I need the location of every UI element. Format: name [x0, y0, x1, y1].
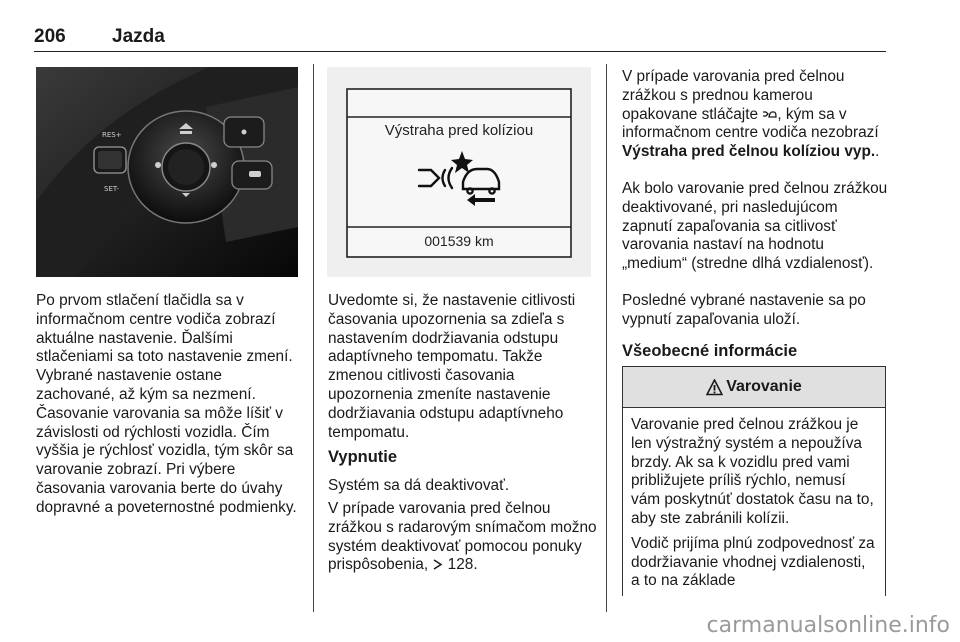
page-reference[interactable]: 128. [447, 556, 478, 574]
column-divider-2 [606, 64, 607, 612]
collision-alert-icon [762, 108, 777, 120]
page-reference-icon [432, 559, 443, 570]
page-header [34, 22, 886, 52]
col3-paragraph-1-end: . [875, 143, 880, 161]
section-title: Jazda [112, 26, 165, 47]
res-label: RES+ [102, 131, 122, 139]
col2-paragraph-3-text: V prípade varovania pred čelnou zrážkou s radarovým snímačom možno systém deaktivovať pomocou ponuky prispôsobenia, [328, 500, 597, 574]
heading-vypnutie: Vypnutie [328, 448, 398, 466]
warning-header [623, 367, 885, 408]
warning-box [622, 366, 886, 596]
col3-paragraph-1 [622, 68, 888, 162]
warning-triangle-icon [706, 379, 723, 396]
col2-paragraph-3 [328, 500, 598, 575]
col1-paragraph: Po prvom stlačení tlačidla sa v informačnom centre vodiča zobrazí aktuálne nastavenie. Ďalšími stlačeniami sa toto nastavenie zmení. Vybrané nastavenie ostane zachované, až kým sa nezmení. Časovanie varovania sa môže líšiť v závislosti od rýchlosti vozidla. Čím vyššia je rýchlosť vozidla, tým skôr sa varovanie zobrazí. Pri výbere časovania varovania berte do úvahy dopravné a poveternostné podmienky. [36, 292, 297, 516]
set-label: SET- [104, 185, 120, 193]
watermark: carmanualsonline.info [706, 613, 950, 638]
display-title: Výstraha pred kolíziou [384, 122, 534, 139]
steering-wheel-photo [36, 67, 298, 277]
col3-paragraph-1-b: , kým sa v informačnom centre vodiča nezobrazí [622, 105, 879, 142]
col3-paragraph-2: Ak bolo varovanie pred čelnou zrážkou deaktivované, pri nasledujúcom zapnutí zapaľovania sa citlivosť varovania nastaví na hodnotu „medium“ (stredne dlhá vzdialenosť). [622, 180, 888, 273]
warning-paragraph-2: Vodič prijíma plnú zodpovednosť za dodržiavanie vhodnej vzdialenosti, a to na základe [631, 534, 875, 590]
warning-paragraph-1: Varovanie pred čelnou zrážkou je len výstražný systém a nepoužíva brzdy. Ak sa k vozidlu pred vami približujete príliš rýchlo, nemusí vám poskytnúť dostatok času na to, aby ste zabránili kolízii. [631, 416, 874, 527]
display-odometer: 001539 km [424, 233, 494, 249]
collision-warning-display [327, 67, 591, 277]
heading-vseobecne-informacie: Všeobecné informácie [622, 342, 798, 360]
col3-paragraph-3: Posledné vybrané nastavenie sa po vypnutí zapaľovania uloží. [622, 292, 866, 328]
page-number: 206 [34, 26, 66, 47]
warning-title: Varovanie [726, 378, 802, 395]
col3-paragraph-1-bold: Výstraha pred čelnou kolíziou vyp. [622, 143, 876, 161]
col2-paragraph-2: Systém sa dá deaktivovať. [328, 477, 510, 494]
col2-paragraph-1: Uvedomte si, že nastavenie citlivosti časovania upozornenia sa zdieľa s nastavením dodržiavania odstupu adaptívneho tempomatu. Takže zmenou citlivosti časovania upozornenia zmeníte nastavenie dodržiavania odstupu adaptívneho tempomatu. [328, 292, 576, 441]
column-divider-1 [313, 64, 314, 612]
col3-paragraph-1-a: V prípade varovania pred čelnou zrážkou s prednou kamerou opakovane stláčajte [622, 68, 845, 123]
header-rule [34, 51, 886, 52]
